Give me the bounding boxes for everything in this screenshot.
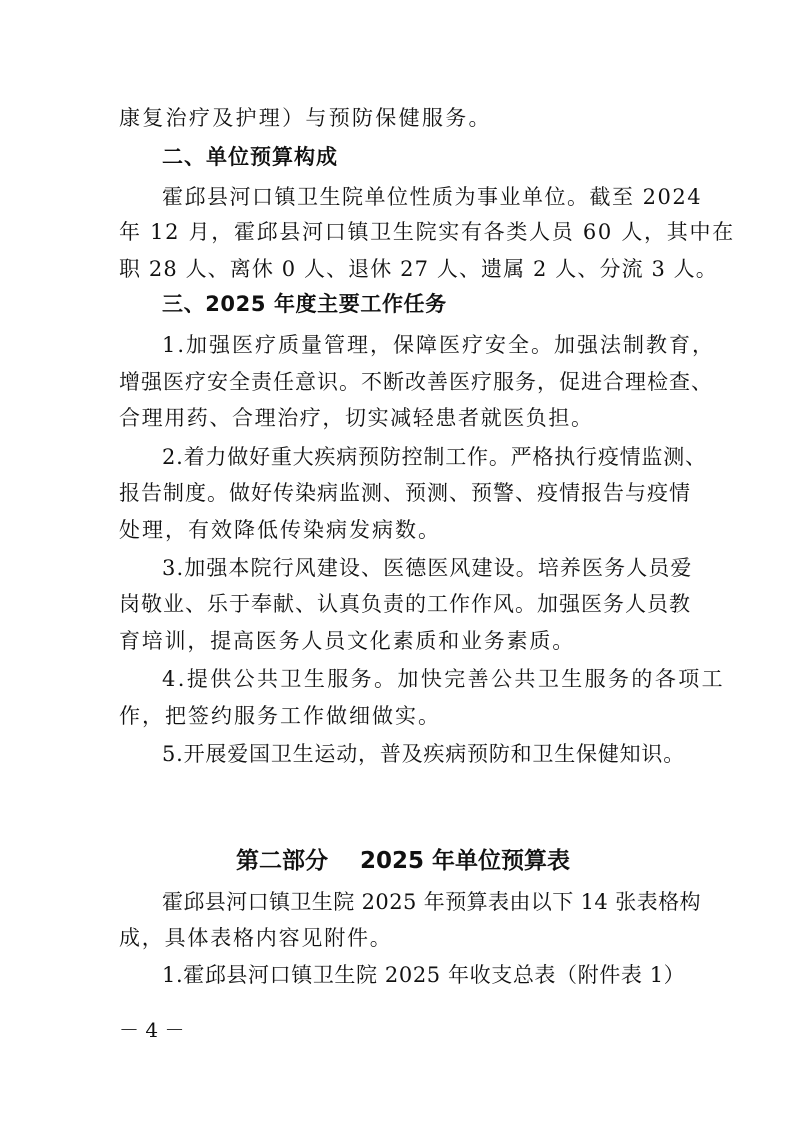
body-line: [0, 960, 793, 990]
body-line: [0, 330, 793, 360]
body-line: [0, 701, 793, 731]
body-text: 霍邱县河口镇卫生院 2025 年预算表由以下 14 张表格构: [162, 890, 701, 914]
section-heading: [0, 142, 793, 172]
body-line: [0, 664, 793, 694]
body-text: 作，把签约服务工作做细做实。: [119, 704, 441, 728]
body-line: [0, 515, 793, 545]
body-text: 处理，有效降低传染病发病数。: [119, 518, 441, 542]
body-text: 成，具体表格内容见附件。: [119, 926, 393, 950]
body-line: [0, 442, 793, 472]
body-text: 增强医疗安全责任意识。不断改善医疗服务，促进合理检查、: [119, 370, 713, 394]
body-line: [0, 254, 793, 284]
body-line: [0, 553, 793, 583]
body-text: 4.提供公共卫生服务。加快完善公共卫生服务的各项工: [162, 667, 726, 691]
body-text: 2.着力做好重大疾病预防控制工作。严格执行疫情监测、: [162, 445, 707, 469]
body-text: 年 12 月，霍邱县河口镇卫生院实有各类人员 60 人，其中在: [119, 220, 735, 244]
body-line: [0, 887, 793, 917]
body-line: [0, 478, 793, 508]
body-line: [0, 217, 793, 247]
body-line: [0, 367, 793, 397]
part-heading-line: [0, 846, 793, 876]
body-text: 康复治疗及护理）与预防保健服务。: [119, 106, 492, 130]
body-text: 报告制度。做好传染病监测、预测、预警、疫情报告与疫情: [119, 481, 691, 505]
section-heading-budget-structure: 二、单位预算构成: [162, 145, 338, 169]
body-line: [0, 923, 793, 953]
body-line: [0, 589, 793, 619]
body-line: [0, 103, 793, 133]
body-text: 1.加强医疗质量管理，保障医疗安全。加强法制教育，: [162, 333, 716, 357]
body-text: 3.加强本院行风建设、医德医风建设。培养医务人员爱: [162, 556, 693, 580]
body-text: 育培训，提高医务人员文化素质和业务素质。: [119, 629, 575, 653]
body-line: [0, 739, 793, 769]
page-number: － 4 －: [119, 1018, 185, 1042]
body-text: 岗敬业、乐于奉献、认真负责的工作作风。加强医务人员教: [119, 592, 691, 616]
body-text: 霍邱县河口镇卫生院单位性质为事业单位。截至 2024: [162, 185, 703, 209]
section-heading: [0, 289, 793, 319]
body-text: 5.开展爱国卫生运动，普及疾病预防和卫生保健知识。: [162, 742, 686, 766]
body-text: 职 28 人、离休 0 人、退休 27 人、遗属 2 人、分流 3 人。: [119, 257, 718, 281]
part-two-heading: 第二部分 2025 年单位预算表: [236, 848, 571, 874]
body-line: [0, 626, 793, 656]
body-text: 合理用药、合理治疗，切实减轻患者就医负担。: [119, 406, 594, 430]
section-heading-main-tasks: 三、2025 年度主要工作任务: [162, 292, 447, 316]
body-text: 1.霍邱县河口镇卫生院 2025 年收支总表（附件表 1）: [162, 963, 686, 987]
body-line: [0, 403, 793, 433]
body-line: [0, 182, 793, 212]
